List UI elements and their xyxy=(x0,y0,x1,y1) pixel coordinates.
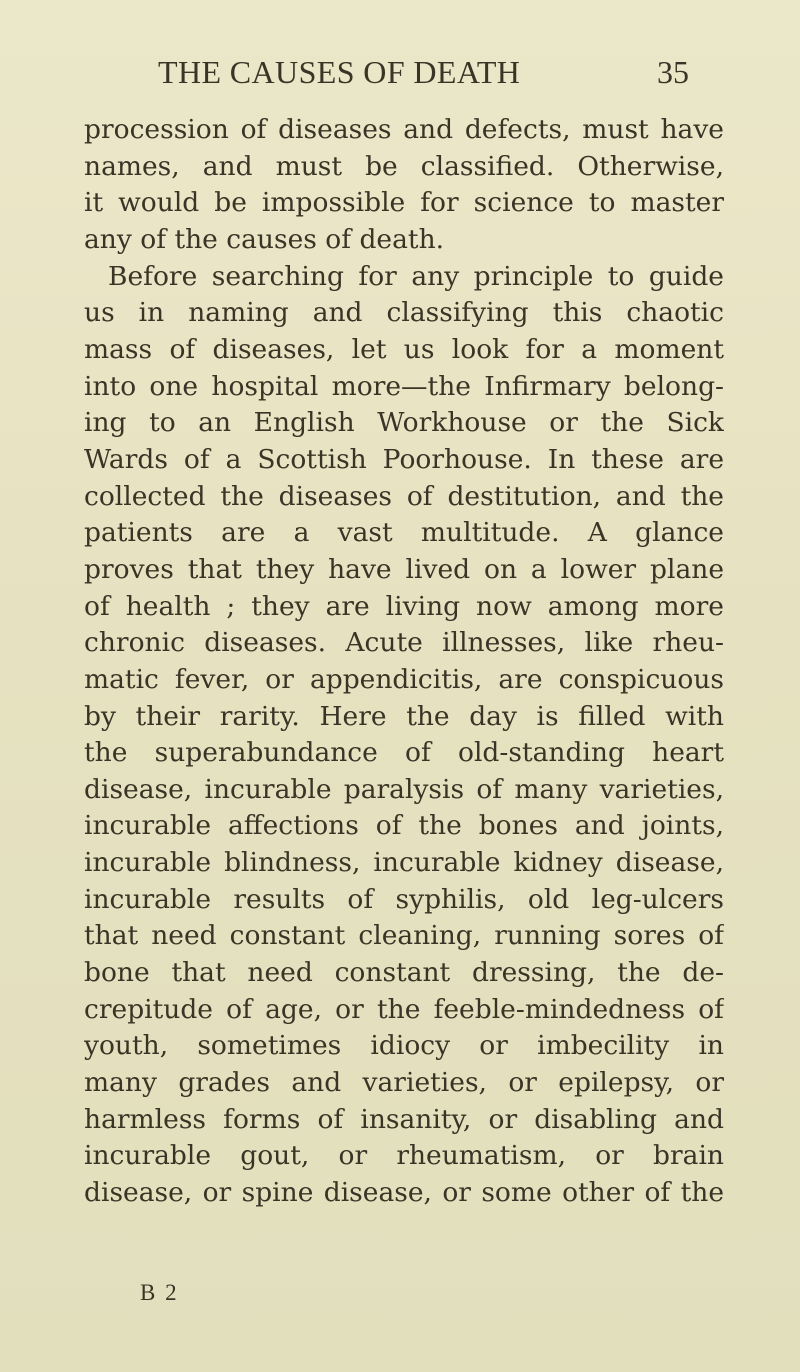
text-line: harmless forms of insanity, or disabling and xyxy=(84,1103,724,1135)
running-head xyxy=(0,52,800,92)
text-line: crepitude of age, or the feeble-mindedness of xyxy=(84,993,724,1025)
text-line: the superabundance of old-standing heart xyxy=(84,737,724,769)
text-line: any of the causes of death. xyxy=(84,223,445,255)
text-line: bone that need constant dressing, the de- xyxy=(84,957,724,989)
text-line: chronic diseases. Acute illnesses, like rheu- xyxy=(84,627,724,659)
text-line: into one hospital more—the Infirmary belong- xyxy=(84,370,724,402)
text-line: incurable affections of the bones and joints, xyxy=(84,810,724,842)
text-line: Before searching for any principle to guide xyxy=(108,260,724,292)
text-line: Wards of a Scottish Poorhouse. In these are xyxy=(84,443,724,475)
text-line: matic fever, or appendicitis, are conspicuous xyxy=(84,663,724,695)
text-line: by their rarity. Here the day is filled with xyxy=(84,700,724,732)
text-line: it would be impossible for science to master xyxy=(84,187,724,219)
text-line: that need constant cleaning, running sores of xyxy=(84,920,724,952)
text-line: disease, incurable paralysis of many varieties, xyxy=(84,773,724,805)
text-line: us in naming and classifying this chaotic xyxy=(84,297,724,329)
text-line: procession of diseases and defects, must have xyxy=(84,114,724,145)
text-line: youth, sometimes idiocy or imbecility in xyxy=(84,1030,724,1062)
text-line: patients are a vast multitude. A glance xyxy=(84,517,724,549)
text-line: names, and must be classified. Otherwise, xyxy=(84,150,724,182)
text-line: proves that they have lived on a lower plane xyxy=(84,553,724,585)
body-text xyxy=(84,112,724,1212)
running-head-title: THE CAUSES OF DEATH xyxy=(158,54,521,90)
page-number: 35 xyxy=(657,54,689,90)
signature-mark: B 2 xyxy=(140,1280,179,1305)
text-line: incurable gout, or rheumatism, or brain xyxy=(84,1140,724,1172)
text-line: incurable results of syphilis, old leg-ulcers xyxy=(84,883,724,915)
text-line: disease, or spine disease, or some other of the xyxy=(84,1177,724,1209)
text-line: many grades and varieties, or epilepsy, or xyxy=(84,1067,724,1099)
text-line: incurable blindness, incurable kidney disease, xyxy=(84,847,724,879)
text-line: of health ; they are living now among more xyxy=(84,590,724,622)
text-line: collected the diseases of destitution, and the xyxy=(84,480,724,512)
text-line: mass of diseases, let us look for a moment xyxy=(84,333,724,365)
text-line: ing to an English Workhouse or the Sick xyxy=(84,407,724,439)
